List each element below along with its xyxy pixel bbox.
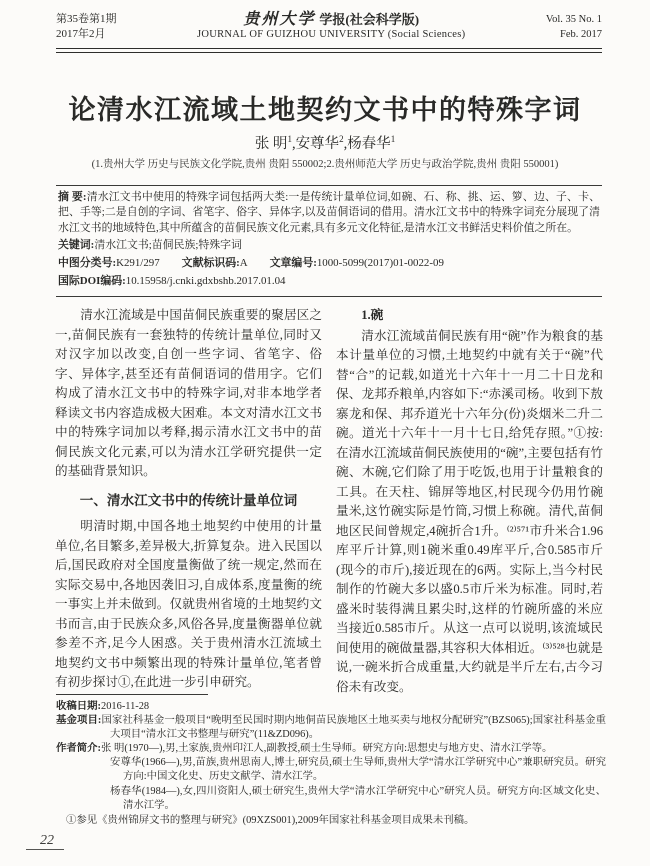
author-bio bbox=[56, 742, 606, 756]
article-no-value: 1000-5099(2017)01-0022-09 bbox=[316, 257, 444, 270]
abstract-label: 摘 要: bbox=[58, 191, 87, 203]
keywords-label: 关键词: bbox=[58, 239, 95, 252]
page-number bbox=[26, 833, 64, 849]
author-name: 安尊华 bbox=[295, 136, 340, 152]
bio-label: 作者简介: bbox=[56, 743, 102, 755]
journal-header bbox=[56, 12, 602, 42]
bio-text: 张 明(1970—),男,土家族,贵州印江人,副教授,硕士生导师。研究方向:思想史与地方史、清水江学等。 bbox=[101, 743, 553, 755]
issue-date: 2017年2月 bbox=[56, 28, 106, 40]
abstract bbox=[58, 190, 600, 236]
section-heading: 一、清水江文书中的传统计量单位词 bbox=[79, 492, 298, 508]
abstract-divider-top bbox=[56, 185, 602, 186]
author-affiliation-mark: 1 bbox=[390, 134, 396, 145]
received-date-label: 收稿日期: bbox=[56, 701, 102, 712]
journal-logo-calligraphy: 贵州大学 bbox=[243, 11, 316, 28]
affiliation-line: (1.贵州大学 历史与民族文化学院,贵州 贵阳 550002;2.贵州师范大学 历史与政治学院,贵州 贵阳 550001) bbox=[91, 159, 559, 170]
keywords-text: 清水江文书;苗侗民族;特殊字词 bbox=[94, 239, 242, 252]
author-separator: , bbox=[343, 136, 348, 152]
fund-text: 国家社科基金一般项目“晚明至民国时期内地侗苗民族地区土地买卖与地权分配研究”(BZS065);国家社科基金重大项目“清水江文书整理与研究”(11&ZD096)。 bbox=[101, 715, 606, 741]
journal-name-en: JOURNAL OF GUIZHOU UNIVERSITY (Social Sciences) bbox=[196, 29, 466, 40]
author-bio bbox=[110, 756, 606, 784]
left-column bbox=[55, 306, 322, 697]
volume-info bbox=[546, 12, 602, 42]
issue-volume: 第35卷第1期 bbox=[56, 13, 117, 25]
author-separator: , bbox=[291, 136, 296, 152]
author-line bbox=[0, 132, 650, 153]
page-number-value: 22 bbox=[26, 833, 64, 850]
header-divider bbox=[56, 48, 602, 53]
bio-text: 杨春华(1984—),女,四川资阳人,硕士研究生,贵州大学“清水江学研究中心”研究人员。研究方向:区域文化史、清水江学。 bbox=[110, 785, 606, 811]
journal-name-suffix: 学报(社会科学版) bbox=[319, 12, 420, 27]
doi-line bbox=[58, 274, 600, 289]
right-column bbox=[336, 306, 603, 697]
meta-divider-bottom bbox=[56, 296, 602, 297]
received-date-value: 2016-11-28 bbox=[101, 701, 150, 712]
received-date-line bbox=[56, 700, 606, 714]
bio-text: 安尊华(1966—),男,苗族,贵州思南人,博士,研究员,硕士生导师,贵州大学“清水江学研究中心”兼职研究员。研究方向:中国文化史、历史文献学、清水江学。 bbox=[110, 757, 606, 783]
doc-code-value: A bbox=[239, 257, 248, 270]
article-meta bbox=[58, 190, 600, 289]
author-affiliation-mark: 1 bbox=[287, 134, 292, 145]
classification-line bbox=[58, 256, 600, 271]
journal-name-block bbox=[117, 12, 546, 42]
author-name: 张 明 bbox=[254, 136, 288, 152]
paragraph: 清水江流域是中国苗侗民族重要的聚居区之一,苗侗民族有一套独特的传统计量单位,同时又对汉字加以改变,自创一些字词、省笔字、俗字、异体字,甚至还有苗侗语词的借用字。它们构成了清水江文书中的特殊字词,对非本地学者释读文书内容造成极大困难。本文对清水江文书中的特殊字词加以考释,揭示清水江文书中的苗侗民族文化元素,可以为清水江学研究提供一定的基础背景知识。 bbox=[55, 308, 322, 478]
paragraph: 明清时期,中国各地土地契约中使用的计量单位,名目繁多,差异极大,折算复杂。进入民国以后,国民政府对全国度量衡做了统一规定,然而在实际交易中,各地因袭旧习,自成体系,度量衡的统一事实上并未做到。仅就贵州省境的土地契约文书而言,由于民族众多,风俗各异,度量衡器单位就参差不齐,足今人困惑。关于贵州清水江流域土地契约文书中频繁出现的特殊计量单位,笔者曾有初步探讨①,在此进一步引申研究。 bbox=[55, 519, 322, 689]
footnote-block bbox=[56, 694, 606, 828]
footnote-divider bbox=[56, 694, 208, 695]
paragraph: 清水江流域苗侗民族有用“碗”作为粮食的基本计量单位的习惯,土地契约中就有关于“碗”代替“合”的记载,如道光十六年十一月二十日龙和保、龙邦乔粮单,内容如下:“赤溪司杨。收到下敖寨龙和保、邦乔道光十六年分(份)炎烟米二升二碗。道光十六年十一月十七日,给凭存照。”①按:在清水江流域苗侗民族使用的“碗”,主要包括有竹碗、木碗,它们除了用于吃饭,也用于计量粮食的工具。在天柱、锦屏等地区,村民现今仍用竹碗量米,这竹碗实际是竹筒,习惯上称碗。清代,苗侗地区民间曾规定,4碗折合1升。⁽²⁾⁵⁷¹市升米合1.96库平斤计算,则1碗米重0.49库平斤,合0.585市斤(现今的市斤),接近现在的6两。实际上,当今村民制作的竹碗大多以盛0.5市斤米为标准。同时,若盛米时装得满且累尖时,这样的竹碗所盛的米应当接近0.585市斤。从这一点可以说明,该流域民间使用的碗做量器,其容积大体相近。⁽³⁾⁵²⁸也就是说,一碗米折合成重量,大约就是半斤左右,古今习俗未有改变。 bbox=[336, 328, 603, 694]
article-title: 论清水江流域土地契约文书中的特殊字词 bbox=[68, 95, 582, 125]
subsection-heading: 1.碗 bbox=[361, 308, 384, 322]
clc-label: 中图分类号: bbox=[58, 257, 117, 270]
footnote-1: ①参见《贵州锦屏文书的整理与研究》(09XZS001),2009年国家社科基金项目成果未刊稿。 bbox=[66, 814, 475, 826]
fund-project-line bbox=[56, 714, 606, 742]
doc-code-label: 文献标识码: bbox=[181, 257, 240, 270]
article-body bbox=[55, 306, 603, 697]
author-affiliation-mark: 2 bbox=[339, 134, 344, 145]
doi-label: 国际DOI编码: bbox=[58, 275, 126, 288]
doi-value: 10.15958/j.cnki.gdxbshb.2017.01.04 bbox=[125, 275, 286, 288]
journal-name-cn-line bbox=[117, 12, 546, 28]
author-name: 杨春华 bbox=[347, 136, 391, 152]
volume-date: Feb. 2017 bbox=[560, 29, 602, 40]
abstract-text: 清水江文书中使用的特殊字词包括两大类:一是传统计量单位词,如碗、石、称、挑、运、箩、边、子、卡、把、手等;二是自创的字词、省笔字、俗字、异体字,以及苗侗语词的借用。清水江文书中的特殊字词充分展现了清水江文书的地域特色,其中所蕴含的苗侗民族文化元素,具有多元文化特征,是清水江文书鲜活史料价值之所在。 bbox=[58, 191, 600, 234]
clc-value: K291/297 bbox=[116, 257, 160, 270]
keywords bbox=[58, 238, 600, 253]
issue-info bbox=[56, 12, 117, 42]
fund-label: 基金项目: bbox=[56, 715, 102, 727]
article-no-label: 文章编号: bbox=[269, 257, 317, 270]
author-bio bbox=[110, 785, 606, 813]
volume-number: Vol. 35 No. 1 bbox=[545, 14, 602, 25]
